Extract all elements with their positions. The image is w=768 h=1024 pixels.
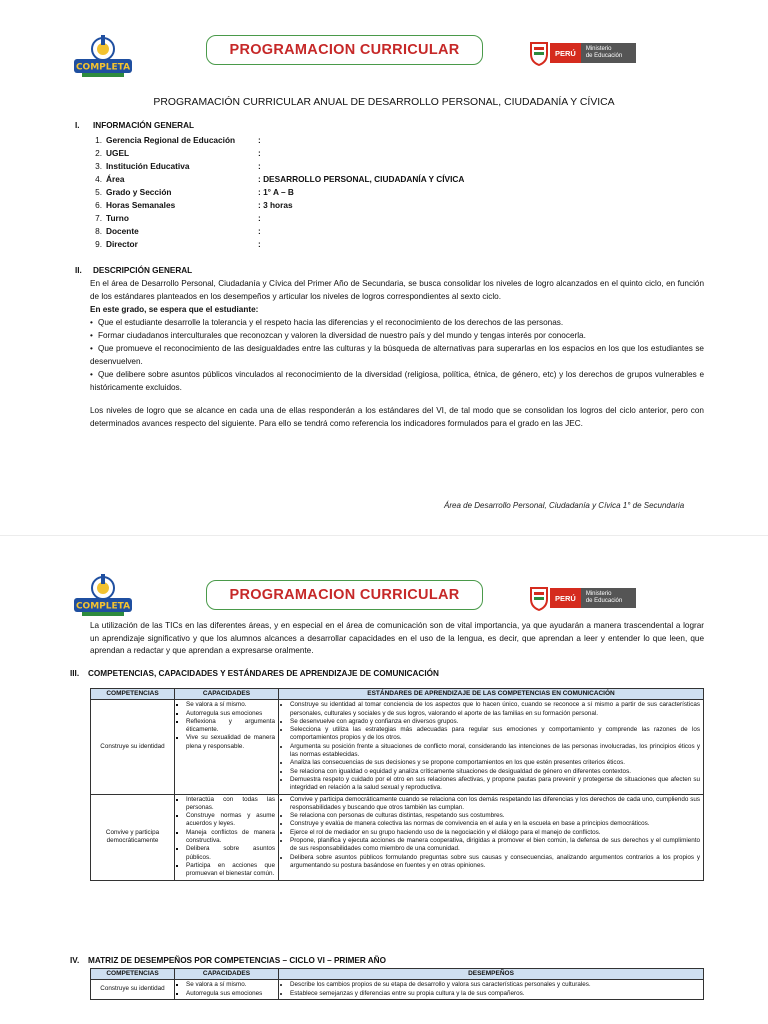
column-header: CAPACIDADES [175, 689, 279, 700]
list-item: • Construye y evalúa de manera colectiva las normas de convivencia en el aula y en la escuela en base a principios democráticos. [290, 820, 700, 828]
footer-note: Área de Desarrollo Personal, Ciudadanía y Cívica 1° de Secundaria [444, 501, 685, 510]
info-row: 9. Director : [95, 239, 261, 249]
capacidades-cell [175, 980, 279, 1000]
table-header-row [91, 689, 704, 700]
info-row: 2. UGEL : [95, 148, 261, 158]
table-row [91, 700, 704, 794]
info-row: 5. Grado y Sección : 1° A – B [95, 187, 294, 197]
list-item: ▪ Interactúa con todas las personas. [186, 796, 275, 813]
page-title: PROGRAMACIÓN CURRICULAR ANUAL DE DESARROLLO PERSONAL, CIUDADANÍA Y CÍVICA [153, 97, 615, 108]
ministry-country: PERÚ [550, 43, 581, 63]
competencia-cell: Construye su identidad [91, 700, 175, 794]
list-item: ▪ Maneja conflictos de manera constructiva. [186, 829, 275, 846]
list-item: • Construye su identidad al tomar conciencia de los aspectos que lo hacen único, cuando se reconoce a sí mismo a partir de sus características personales, culturales y sociales y de sus logros, valorando el aporte de las familias en su formación personal. [290, 701, 700, 718]
list-item: • Se relaciona con personas de culturas distintas, respetando sus costumbres. [290, 812, 700, 820]
list-item: • Se relaciona con igualdad o equidad y analiza críticamente situaciones de desigualdad de género en diferentes contextos. [290, 768, 700, 776]
section-heading: I. INFORMACIÓN GENERAL [75, 121, 194, 130]
peru-crest-icon [528, 585, 550, 611]
capacidades-cell [175, 794, 279, 880]
list-item: • Se desenvuelve con agrado y confianza en diversos grupos. [290, 718, 700, 726]
section-heading: II. DESCRIPCIÓN GENERAL [75, 266, 193, 275]
ministry-logo [528, 585, 648, 611]
bullet-item: • Que delibere sobre asuntos públicos vinculados al reconocimiento de la diversidad (religiosa, política, étnica, de género, etc) y los derechos de grupos vulnerables e históricamente excluidos. [90, 370, 704, 392]
info-row: 4. Área : DESARROLLO PERSONAL, CIUDADANÍA Y CÍVICA [95, 174, 465, 184]
school-logo-icon [72, 572, 134, 618]
table-row [91, 794, 704, 880]
banner-title: PROGRAMACION CURRICULAR [206, 35, 483, 65]
list-item: • Propone, planifica y ejecuta acciones de manera cooperativa, dirigidas a promover el bien común, la defensa de sus derechos y el cumplimiento de sus responsabilidades como miembro de una comunidad. [290, 837, 700, 854]
table-row [91, 980, 704, 1000]
list-item: ▪ Participa en acciones que promuevan el bienestar común. [186, 862, 275, 879]
column-header: COMPETENCIAS [91, 969, 175, 980]
list-item: • Ejerce el rol de mediador en su grupo haciendo uso de la negociación y el diálogo para el manejo de conflictos. [290, 829, 700, 837]
competencia-cell: Construye su identidad [91, 980, 175, 1000]
ministry-name: Ministerio de Educación [581, 43, 636, 63]
list-item: • Analiza las consecuencias de sus decisiones y se propone comportamientos en los que estén presentes criterios éticos. [290, 759, 700, 767]
description-close: Los niveles de logro que se alcance en cada una de ellas responderán a los estándares del VI, de tal modo que se consolidan los logros del ciclo anterior, pero con determinados avances respecto del siguiente. Para ello se tendrá como referencia los indicadores formulados para el grado en las JEC. [90, 406, 704, 428]
section-heading: IV. MATRIZ DE DESEMPEÑOS POR COMPETENCIAS – CICLO VI – PRIMER AÑO [70, 956, 386, 965]
table-header-row [91, 969, 704, 980]
ministry-name: Ministerio de Educación [581, 588, 636, 608]
page-2 [0, 535, 768, 1024]
bullet-item: • Que el estudiante desarrolle la tolerancia y el respeto hacia las diferencias y el reconocimiento de los derechos de las personas. [90, 318, 564, 327]
capacidades-cell [175, 700, 279, 794]
info-row: 7. Turno : [95, 213, 261, 223]
school-logo [72, 572, 134, 618]
competencies-table [90, 688, 704, 881]
school-logo-icon [72, 33, 134, 79]
performance-matrix-table [90, 968, 704, 1000]
peru-crest-icon [528, 40, 550, 66]
bullet-item: • Que promueve el reconocimiento de las desigualdades entre las culturas y la búsqueda de alternativas para superarlas en los espacios en los que los estudiantes se desenvuelven. [90, 344, 704, 366]
list-item: • Delibera sobre asuntos públicos formulando preguntas sobre sus causas y consecuencias, analizando argumentos contrarios a los propios y argumentando su postura basándose en fuentes y en otras opiniones. [290, 854, 700, 871]
list-item: ▪ Vive su sexualidad de manera plena y responsable. [186, 734, 275, 751]
list-item: • Selecciona y utiliza las estrategias más adecuadas para regular sus emociones y comportamiento y comprende las razones de los comportamientos propios y de los otros. [290, 726, 700, 743]
estandares-cell [279, 700, 704, 794]
info-row: 8. Docente : [95, 226, 261, 236]
list-item: • Argumenta su posición frente a situaciones de conflicto moral, considerando las intenciones de las personas involucradas, los principios éticos y las normas establecidas. [290, 743, 700, 760]
list-item: • Demuestra respeto y cuidado por el otro en sus relaciones afectivas, y propone pautas para prevenir y protegerse de situaciones que afecten su integridad en relación a la salud sexual y reproductiva. [290, 776, 700, 793]
desempenos-cell [279, 980, 704, 1000]
column-header: DESEMPEÑOS [279, 969, 704, 980]
list-item: • Establece semejanzas y diferencias entre su propia cultura y la de sus compañeros. [290, 990, 700, 998]
ministry-country: PERÚ [550, 588, 581, 608]
list-item: ▪ Reflexiona y argumenta éticamente. [186, 718, 275, 735]
info-row: 6. Horas Semanales : 3 horas [95, 200, 293, 210]
list-item: ▪ Delibera sobre asuntos públicos. [186, 845, 275, 862]
column-header: ESTÁNDARES DE APRENDIZAJE DE LAS COMPETENCIAS EN COMUNICACIÓN [279, 689, 704, 700]
info-row: 3. Institución Educativa : [95, 161, 261, 171]
info-row: 1. Gerencia Regional de Educación : [95, 135, 261, 145]
column-header: COMPETENCIAS [91, 689, 175, 700]
list-item: ▪ Se valora a sí mismo. [186, 981, 275, 989]
list-item: ▪ Construye normas y asume acuerdos y leyes. [186, 812, 275, 829]
competencia-cell: Convive y participa democráticamente [91, 794, 175, 880]
svg-text:COMPLETA: COMPLETA [75, 601, 131, 612]
list-item: ▪ Autorregula sus emociones [186, 710, 275, 718]
list-item: • Convive y participa democráticamente cuando se relaciona con los demás respetando las diferencias y los derechos de cada uno, cumpliendo sus responsabilidades y buscando que otros también las cumplan. [290, 796, 700, 813]
school-logo [72, 33, 134, 79]
intro-paragraph: La utilización de las TICs en las diferentes áreas, y en especial en el área de comunicación son de vital importancia, ya que ayudarán a manera trascendental a lograr un aprendizaje significativo y que los alumnos alcances a desarrollar capacidades en el uso de la lengua, es decir, que aprendan a leer y entender lo que leen, que aprendan a redactar y que aprendan a expresarse oralmente. [90, 621, 704, 656]
list-item: ▪ Se valora a sí mismo. [186, 701, 275, 709]
description-intro: En el área de Desarrollo Personal, Ciudadanía y Cívica del Primer Año de Secundaria, se busca consolidar los niveles de logro alcanzados en el quinto ciclo, en función de los estándares planteados en los desempeños y articular los niveles de logros correspondientes al sexto ciclo. [90, 279, 704, 301]
banner-title: PROGRAMACION CURRICULAR [206, 580, 483, 610]
description-expect: En este grado, se espera que el estudiante: [90, 305, 259, 314]
column-header: CAPACIDADES [175, 969, 279, 980]
bullet-item: • Formar ciudadanos interculturales que reconozcan y valoren la diversidad de nuestro país y del mundo y tengas interés por conocerla. [90, 331, 586, 340]
list-item: ▪ Autorregula sus emociones [186, 990, 275, 998]
ministry-logo [528, 40, 648, 66]
svg-text:COMPLETA: COMPLETA [75, 62, 131, 73]
estandares-cell [279, 794, 704, 880]
list-item: • Describe los cambios propios de su etapa de desarrollo y valora sus características personales y culturales. [290, 981, 700, 989]
section-heading: III. COMPETENCIAS, CAPACIDADES Y ESTÁNDARES DE APRENDIZAJE DE COMUNICACIÓN [70, 669, 439, 678]
